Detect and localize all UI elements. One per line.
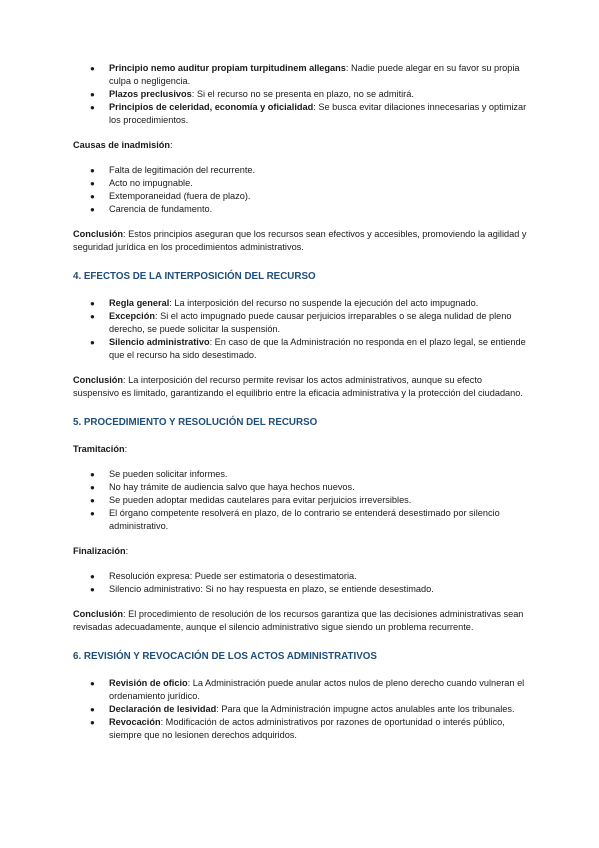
finalizacion-list xyxy=(73,570,527,596)
inadmision-label xyxy=(73,139,527,152)
item-text: Se pueden adoptar medidas cautelares para evitar perjuicios irreversibles. xyxy=(109,495,412,505)
list-item xyxy=(73,703,527,716)
item-text: : Nadie puede alegar en su favor su propia culpa o negligencia. xyxy=(109,63,520,86)
bullet-icon: ● xyxy=(90,483,95,492)
item-term: Plazos preclusivos xyxy=(109,89,192,99)
list-item xyxy=(73,336,527,362)
bullet-icon: ● xyxy=(90,103,95,112)
tramitacion-list xyxy=(73,468,527,533)
conclusion-label: Conclusión xyxy=(73,609,124,619)
tramitacion-label xyxy=(73,443,527,456)
conclusion-text: : Estos principios aseguran que los recursos sean efectivos y accesibles, promoviendo la agilidad y seguridad jurídica en los procedimientos administrativos. xyxy=(73,229,527,252)
section-heading: 6. REVISIÓN Y REVOCACIÓN DE LOS ACTOS ADMINISTRATIVOS xyxy=(73,651,377,662)
conclusion-text: : La interposición del recurso permite revisar los actos administrativos, aunque su efecto suspensivo es limitado, garantizando el equilibrio entre la eficacia administrativa y la protección del ciudadano. xyxy=(73,375,523,398)
section-6-list xyxy=(73,677,527,742)
item-term: Excepción xyxy=(109,311,155,321)
bullet-icon: ● xyxy=(90,572,95,581)
conclusion-text: : El procedimiento de resolución de los recursos garantiza que las decisiones administrativas sean revisadas adecuadamente, aunque el silencio administrativo sigue siendo un problema recurrente. xyxy=(73,609,524,632)
bullet-icon: ● xyxy=(90,64,95,73)
item-text: Silencio administrativo: Si no hay respuesta en plazo, se entiende desestimado. xyxy=(109,584,434,594)
list-item xyxy=(73,190,527,203)
bullet-icon: ● xyxy=(90,179,95,188)
list-item xyxy=(73,62,527,88)
bullet-icon: ● xyxy=(90,509,95,518)
label-text: Causas de inadmisión xyxy=(73,140,171,150)
list-item xyxy=(73,494,527,507)
item-text: Carencia de fundamento. xyxy=(109,204,213,214)
item-text: : Se busca evitar dilaciones innecesarias y optimizar los procedimientos. xyxy=(109,102,527,125)
item-text: Acto no impugnable. xyxy=(109,178,193,188)
list-item xyxy=(73,177,527,190)
bullet-icon: ● xyxy=(90,166,95,175)
item-term: Principios de celeridad, economía y oficialidad xyxy=(109,102,314,112)
item-text: : Si el acto impugnado puede causar perjuicios irreparables o se alega nulidad de pleno derecho, se puede solicitar la suspensión. xyxy=(109,311,512,334)
list-item xyxy=(73,164,527,177)
item-term: Revocación xyxy=(109,717,161,727)
label-text: Finalización xyxy=(73,546,126,556)
item-text: Falta de legitimación del recurrente. xyxy=(109,165,256,175)
list-item xyxy=(73,583,527,596)
bullet-icon: ● xyxy=(90,192,95,201)
list-item xyxy=(73,101,527,127)
item-term: Declaración de lesividad xyxy=(109,704,217,714)
finalizacion-label xyxy=(73,545,527,558)
section-heading: 5. PROCEDIMIENTO Y RESOLUCIÓN DEL RECURSO xyxy=(73,417,318,428)
bullet-icon: ● xyxy=(90,312,95,321)
intro-list xyxy=(73,62,527,127)
conclusion-paragraph xyxy=(73,374,527,400)
bullet-icon: ● xyxy=(90,496,95,505)
item-text: Extemporaneidad (fuera de plazo). xyxy=(109,191,251,201)
list-item xyxy=(73,203,527,216)
item-term: Revisión de oficio xyxy=(109,678,188,688)
bullet-icon: ● xyxy=(90,718,95,727)
item-text: El órgano competente resolverá en plazo, de lo contrario se entenderá desestimado por silencio administrativo. xyxy=(109,508,500,531)
list-item xyxy=(73,481,527,494)
bullet-icon: ● xyxy=(90,705,95,714)
bullet-icon: ● xyxy=(90,585,95,594)
item-text: : Modificación de actos administrativos por razones de oportunidad o interés público, siempre que no lesionen derechos adquiridos. xyxy=(109,717,505,740)
item-term: Silencio administrativo xyxy=(109,337,210,347)
item-text: : Para que la Administración impugne actos anulables ante los tribunales. xyxy=(216,704,515,714)
item-term: Principio nemo auditur propiam turpitudinem allegans xyxy=(109,63,346,73)
list-item xyxy=(73,468,527,481)
bullet-icon: ● xyxy=(90,470,95,479)
conclusion-label: Conclusión xyxy=(73,229,124,239)
list-item xyxy=(73,677,527,703)
inadmision-list xyxy=(73,164,527,216)
label-text: Tramitación xyxy=(73,444,125,454)
item-text: Se pueden solicitar informes. xyxy=(109,469,228,479)
list-item xyxy=(73,297,527,310)
bullet-icon: ● xyxy=(90,205,95,214)
list-item xyxy=(73,507,527,533)
conclusion-paragraph xyxy=(73,608,527,634)
list-item xyxy=(73,310,527,336)
list-item xyxy=(73,88,527,101)
label-suffix: : xyxy=(124,444,128,454)
section-4-list xyxy=(73,297,527,362)
conclusion-label: Conclusión xyxy=(73,375,124,385)
list-item xyxy=(73,716,527,742)
label-suffix: : xyxy=(170,140,173,150)
item-text: : La Administración puede anular actos nulos de pleno derecho cuando vulneran el ordenamiento jurídico. xyxy=(109,678,525,701)
section-heading: 4. EFECTOS DE LA INTERPOSICIÓN DEL RECURSO xyxy=(73,271,316,282)
item-text: No hay trámite de audiencia salvo que haya hechos nuevos. xyxy=(109,482,355,492)
bullet-icon: ● xyxy=(90,679,95,688)
item-text: Resolución expresa: Puede ser estimatoria o desestimatoria. xyxy=(109,571,357,581)
label-suffix: : xyxy=(125,546,129,556)
bullet-icon: ● xyxy=(90,338,95,347)
bullet-icon: ● xyxy=(90,299,95,308)
item-text: : En caso de que la Administración no responda en el plazo legal, se entiende que el recurso ha sido desestimado. xyxy=(109,337,526,360)
item-text: : Si el recurso no se presenta en plazo, no se admitirá. xyxy=(191,89,414,99)
item-term: Regla general xyxy=(109,298,170,308)
item-text: : La interposición del recurso no suspende la ejecución del acto impugnado. xyxy=(169,298,479,308)
bullet-icon: ● xyxy=(90,90,95,99)
list-item xyxy=(73,570,527,583)
conclusion-paragraph xyxy=(73,228,527,254)
